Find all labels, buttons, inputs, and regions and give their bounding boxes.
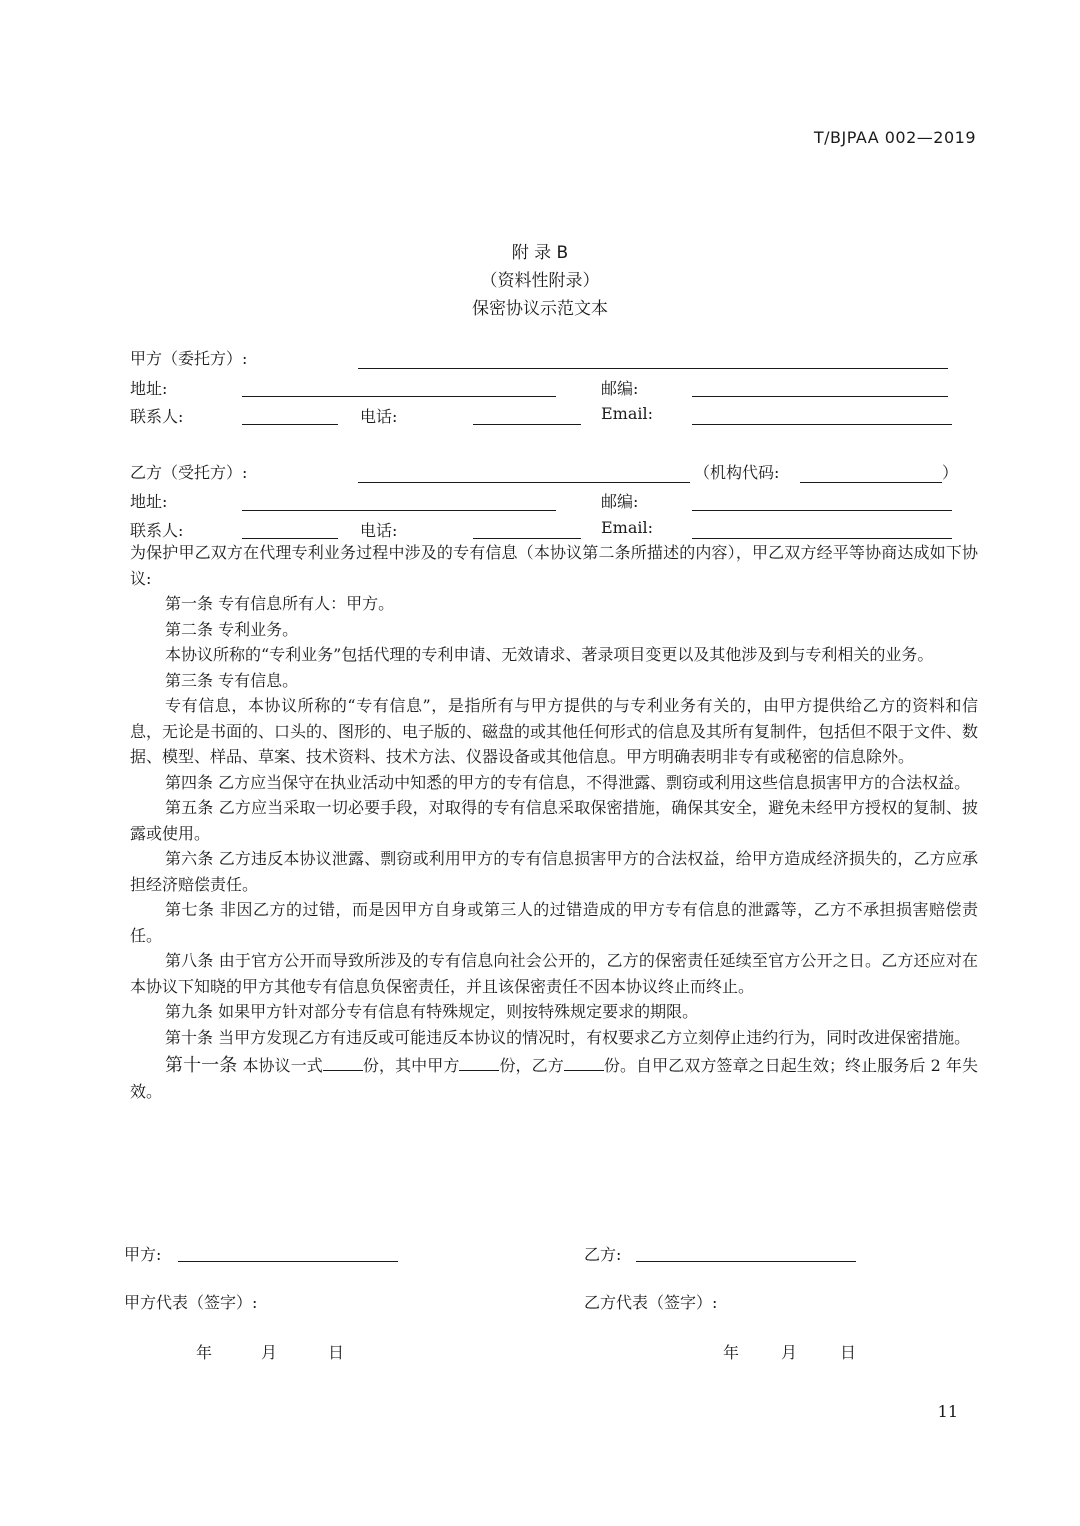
party-a-phone-field[interactable] (473, 424, 581, 425)
article-11-part-d: 份。自甲乙双方签章之日起生效；终止服务后 2 年失效。 (130, 1056, 978, 1101)
article-3: 第三条 专有信息。 (165, 670, 299, 690)
party-b-org-code-label: （机构代码: (694, 463, 780, 482)
sign-party-b-field[interactable] (636, 1261, 856, 1262)
article-2: 第二条 专利业务。 (165, 619, 299, 639)
article-4: 第四条 乙方应当保守在执业活动中知悉的甲方的专有信息，不得泄露、剽窃或利用这些信息损害甲方的合法权益。 (165, 772, 971, 792)
sign-party-a-field[interactable] (178, 1261, 398, 1262)
article-2-text: 本协议所称的“专利业务”包括代理的专利申请、无效请求、著录项目变更以及其他涉及到与专利相关的业务。 (165, 645, 934, 664)
party-b-org-code-field[interactable] (800, 482, 942, 483)
article-5: 第五条 乙方应当采取一切必要手段，对取得的专有信息采取保密措施，确保其安全，避免未经甲方授权的复制、披露或使用。 (130, 798, 978, 843)
party-a-address-label: 地址: (130, 379, 168, 398)
party-a-address-field[interactable] (242, 396, 556, 397)
article-3-text: 专有信息，本协议所称的“专有信息”，是指所有与甲方提供的与专利业务有关的，由甲方提供给乙方的资料和信息，无论是书面的、口头的、图形的、电子版的、磁盘的或其他任何形式的信息及其所有复制件，包括但不限于文件、数据、模型、样品、草案、技术资料、技术方法、仪器设备或其他信息。甲方明确表明非专有或秘密的信息除外。 (130, 696, 979, 766)
party-b-phone-label: 电话: (360, 521, 398, 540)
intro-paragraph: 为保护甲乙双方在代理专利业务过程中涉及的专有信息（本协议第二条所描述的内容），甲乙双方经平等协商达成如下协议: (130, 543, 978, 588)
party-a-name-field[interactable] (358, 368, 948, 369)
article-1: 第一条 专有信息所有人：甲方。 (165, 594, 395, 613)
copies-total-blank[interactable] (323, 1056, 363, 1071)
party-a-date-month: 月 (261, 1343, 278, 1362)
party-b-phone-field[interactable] (473, 538, 581, 539)
party-a-contact-label: 联系人: (130, 407, 184, 426)
sign-party-a-label: 甲方: (124, 1245, 162, 1264)
copies-party-b-blank[interactable] (564, 1056, 604, 1071)
party-b-label: 乙方（受托方）: (130, 463, 248, 482)
party-a-email-field[interactable] (692, 424, 952, 425)
party-a-label: 甲方（委托方）: (130, 349, 248, 368)
party-b-date-day: 日 (840, 1343, 857, 1362)
article-9: 第九条 如果甲方针对部分专有信息有特殊规定，则按特殊规定要求的期限。 (165, 1002, 699, 1021)
sign-party-b-label: 乙方: (584, 1245, 622, 1264)
article-11-part-c: 份，乙方 (499, 1056, 564, 1075)
standard-code: T/BJPAA 002—2019 (813, 128, 976, 147)
party-b-postcode-field[interactable] (692, 510, 952, 511)
party-b-org-code-close: ） (942, 463, 959, 482)
party-a-email-label: Email: (601, 404, 654, 423)
party-b-name-field[interactable] (358, 482, 690, 483)
article-11-part-a: 本协议一式 (237, 1056, 323, 1075)
appendix-title: 附 录 B (511, 243, 569, 263)
party-a-postcode-label: 邮编: (601, 379, 639, 398)
party-b-contact-label: 联系人: (130, 521, 184, 540)
party-a-rep-label: 甲方代表（签字）: (124, 1293, 258, 1312)
article-6: 第六条 乙方违反本协议泄露、剽窃或利用甲方的专有信息损害甲方的合法权益，给甲方造成经济损失的，乙方应承担经济赔偿责任。 (130, 849, 978, 894)
article-11-heading: 第十一条 (165, 1055, 238, 1076)
article-10: 第十条 当甲方发现乙方有违反或可能违反本协议的情况时，有权要求乙方立刻停止违约行为，同时改进保密措施。 (165, 1027, 971, 1047)
party-b-email-label: Email: (601, 518, 654, 537)
appendix-type: （资料性附录） (480, 271, 600, 291)
party-b-email-field[interactable] (692, 538, 952, 539)
party-b-rep-label: 乙方代表（签字）: (584, 1293, 718, 1312)
party-b-address-field[interactable] (242, 510, 556, 511)
copies-party-a-blank[interactable] (459, 1056, 499, 1071)
agreement-body (130, 540, 978, 1104)
party-a-contact-field[interactable] (242, 424, 338, 425)
party-a-postcode-field[interactable] (692, 396, 948, 397)
page-number: 11 (937, 1402, 958, 1421)
party-b-address-label: 地址: (130, 492, 168, 511)
article-7: 第七条 非因乙方的过错，而是因甲方自身或第三人的过错造成的甲方专有信息的泄露等，乙方不承担损害赔偿责任。 (130, 900, 978, 945)
party-b-date-year: 年 (723, 1343, 740, 1362)
party-b-postcode-label: 邮编: (601, 492, 639, 511)
party-a-date-year: 年 (196, 1343, 213, 1362)
article-11 (130, 1053, 978, 1104)
appendix-name: 保密协议示范文本 (472, 299, 608, 319)
party-b-date-month: 月 (781, 1343, 798, 1362)
party-b-contact-field[interactable] (242, 538, 338, 539)
party-a-phone-label: 电话: (360, 407, 398, 426)
article-8: 第八条 由于官方公开而导致所涉及的专有信息向社会公开的，乙方的保密责任延续至官方公开之日。乙方还应对在本协议下知晓的甲方其他专有信息负保密责任，并且该保密责任不因本协议终止而终止。 (130, 951, 978, 996)
article-11-part-b: 份，其中甲方 (362, 1056, 460, 1075)
party-a-date-day: 日 (328, 1343, 345, 1362)
